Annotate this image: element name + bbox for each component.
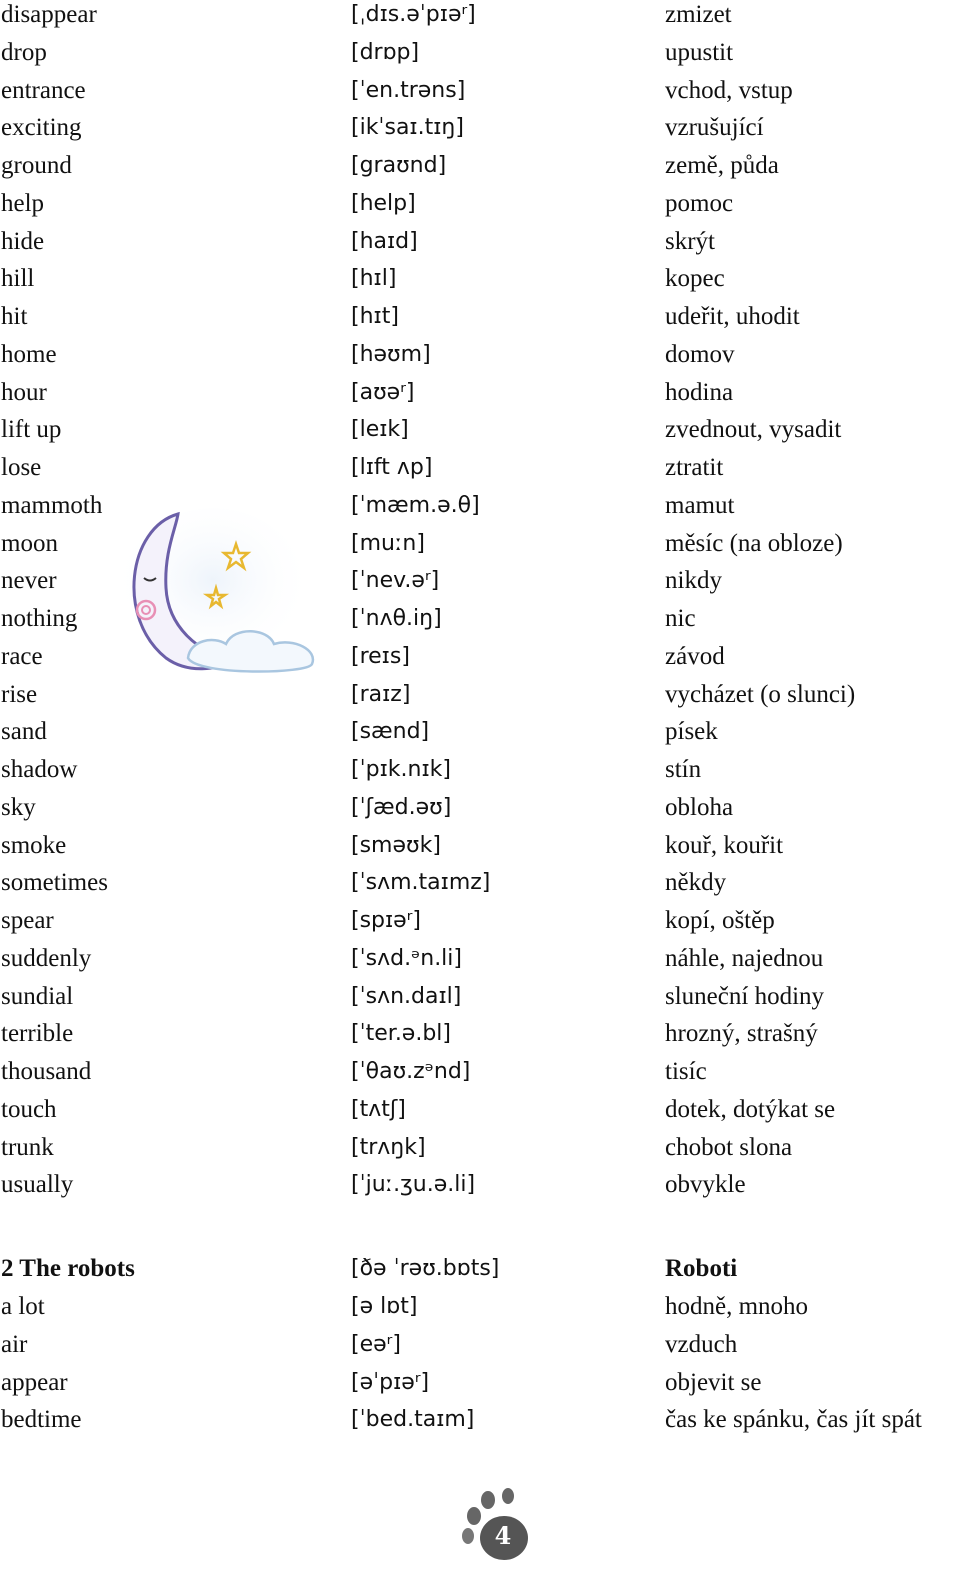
table-row — [0, 453, 960, 491]
table-row — [0, 755, 960, 793]
czech-translation: země, půda — [665, 152, 779, 179]
table-row — [0, 227, 960, 265]
english-word: bedtime — [1, 1406, 82, 1433]
table-row — [0, 717, 960, 755]
english-word: sometimes — [1, 869, 108, 896]
english-word: 2 The robots — [1, 1255, 135, 1282]
pronunciation: [ˈmæm.ə.θ] — [351, 493, 480, 518]
english-word: drop — [1, 39, 47, 66]
czech-translation: zvednout, vysadit — [665, 416, 842, 443]
pronunciation: [eəʳ] — [351, 1332, 401, 1357]
table-row — [0, 302, 960, 340]
table-row — [0, 1133, 960, 1171]
czech-translation: upustit — [665, 39, 734, 66]
pronunciation: [ˈnʌθ.iŋ] — [351, 606, 442, 631]
table-row — [0, 906, 960, 944]
czech-translation: písek — [665, 718, 718, 745]
english-word: usually — [1, 1171, 74, 1198]
pronunciation: [ˈsʌn.daɪl] — [351, 984, 462, 1009]
english-word: home — [1, 341, 57, 368]
czech-translation: nic — [665, 605, 696, 632]
english-word: a lot — [1, 1293, 45, 1320]
english-word: sky — [1, 794, 36, 821]
english-word: appear — [1, 1369, 68, 1396]
pronunciation: [graʊnd] — [351, 153, 447, 178]
english-word: never — [1, 567, 57, 594]
moon-illustration-icon — [118, 508, 323, 680]
table-row — [0, 378, 960, 416]
czech-translation: zmizet — [665, 1, 732, 28]
english-word: thousand — [1, 1058, 92, 1085]
english-word: exciting — [1, 114, 82, 141]
czech-translation: vycházet (o slunci) — [665, 681, 856, 708]
table-row — [0, 38, 960, 76]
section-heading-row — [0, 1254, 960, 1292]
czech-translation: obloha — [665, 794, 734, 821]
table-row — [0, 982, 960, 1020]
pronunciation: [raɪz] — [351, 682, 411, 707]
page-number-badge — [458, 1488, 538, 1568]
table-row — [0, 944, 960, 982]
pronunciation: [ðə ˈrəʊ.bɒts] — [351, 1256, 500, 1281]
pronunciation: [sænd] — [351, 719, 430, 744]
english-word: lose — [1, 454, 42, 481]
czech-translation: čas ke spánku, čas jít spát — [665, 1406, 922, 1433]
pronunciation: [ˈter.ə.bl] — [351, 1021, 451, 1046]
english-word: help — [1, 190, 45, 217]
pronunciation: [ˈbed.taɪm] — [351, 1407, 475, 1432]
czech-translation: stín — [665, 756, 702, 783]
pronunciation: [muːn] — [351, 531, 425, 556]
pronunciation: [ˈjuː.ʒu.ə.li] — [351, 1172, 476, 1197]
table-row — [0, 151, 960, 189]
english-word: moon — [1, 530, 58, 557]
czech-translation: hodně, mnoho — [665, 1293, 809, 1320]
czech-translation: vzduch — [665, 1331, 738, 1358]
pronunciation: [ˌdɪs.əˈpɪəʳ] — [351, 2, 476, 27]
pronunciation: [ə lɒt] — [351, 1294, 418, 1319]
czech-translation: domov — [665, 341, 735, 368]
english-word: lift up — [1, 416, 62, 443]
table-row — [0, 0, 960, 38]
czech-translation: tisíc — [665, 1058, 707, 1085]
czech-translation: někdy — [665, 869, 727, 896]
pronunciation: [ˈsʌm.taɪmz] — [351, 870, 491, 895]
english-word: rise — [1, 681, 38, 708]
english-word: race — [1, 643, 43, 670]
table-row — [0, 1057, 960, 1095]
czech-translation: mamut — [665, 492, 735, 519]
english-word: touch — [1, 1096, 57, 1123]
english-word: suddenly — [1, 945, 92, 972]
pronunciation: [ˈnev.əʳ] — [351, 568, 440, 593]
pronunciation: [ˈθaʊ.zᵊnd] — [351, 1059, 471, 1084]
pronunciation: [reɪs] — [351, 644, 410, 669]
english-word: smoke — [1, 832, 67, 859]
pronunciation: [həʊm] — [351, 342, 431, 367]
pronunciation: [haɪd] — [351, 229, 418, 254]
czech-translation: chobot slona — [665, 1134, 793, 1161]
table-row — [0, 868, 960, 906]
table-row — [0, 1170, 960, 1208]
pronunciation: [aʊəʳ] — [351, 380, 415, 405]
pronunciation: [ˈen.trəns] — [351, 78, 466, 103]
czech-translation: hodina — [665, 379, 734, 406]
pronunciation: [ˈsʌd.ᵊn.li] — [351, 946, 462, 971]
table-row — [0, 415, 960, 453]
czech-translation: kopec — [665, 265, 725, 292]
english-word: spear — [1, 907, 54, 934]
czech-translation: objevit se — [665, 1369, 762, 1396]
pronunciation: [lɪft ʌp] — [351, 455, 433, 480]
table-row — [0, 189, 960, 227]
english-word: trunk — [1, 1134, 54, 1161]
table-row — [0, 1405, 960, 1443]
table-row — [0, 680, 960, 718]
czech-translation: pomoc — [665, 190, 734, 217]
pronunciation: [sməʊk] — [351, 833, 441, 858]
pronunciation: [trʌŋk] — [351, 1135, 426, 1160]
english-word: ground — [1, 152, 72, 179]
czech-translation: obvykle — [665, 1171, 746, 1198]
table-row — [0, 264, 960, 302]
pronunciation: [əˈpɪəʳ] — [351, 1370, 430, 1395]
english-word: shadow — [1, 756, 78, 783]
english-word: mammoth — [1, 492, 103, 519]
table-row — [0, 340, 960, 378]
pronunciation: [ˈpɪk.nɪk] — [351, 757, 451, 782]
table-row — [0, 1019, 960, 1057]
table-row — [0, 793, 960, 831]
english-word: entrance — [1, 77, 86, 104]
czech-translation: závod — [665, 643, 725, 670]
english-word: sand — [1, 718, 47, 745]
czech-translation: vzrušující — [665, 114, 764, 141]
czech-translation: měsíc (na obloze) — [665, 530, 843, 557]
czech-translation: hrozný, strašný — [665, 1020, 818, 1047]
czech-translation: Roboti — [665, 1255, 738, 1282]
czech-translation: kopí, oštěp — [665, 907, 775, 934]
czech-translation: dotek, dotýkat se — [665, 1096, 836, 1123]
english-word: nothing — [1, 605, 78, 632]
czech-translation: skrýt — [665, 228, 715, 255]
table-row — [0, 1095, 960, 1133]
pronunciation: [hɪt] — [351, 304, 399, 329]
table-row — [0, 1330, 960, 1368]
pronunciation: [ikˈsaɪ.tɪŋ] — [351, 115, 464, 140]
english-word: hour — [1, 379, 47, 406]
table-row — [0, 76, 960, 114]
page-number: 4 — [494, 1521, 512, 1550]
czech-translation: kouř, kouřit — [665, 832, 784, 859]
english-word: hide — [1, 228, 45, 255]
table-row — [0, 1292, 960, 1330]
english-word: disappear — [1, 1, 97, 28]
english-word: sundial — [1, 983, 74, 1010]
english-word: hill — [1, 265, 35, 292]
czech-translation: udeřit, uhodit — [665, 303, 800, 330]
table-row — [0, 1368, 960, 1406]
czech-translation: vchod, vstup — [665, 77, 793, 104]
english-word: air — [1, 1331, 28, 1358]
english-word: terrible — [1, 1020, 74, 1047]
table-row — [0, 831, 960, 869]
pronunciation: [hɪl] — [351, 266, 397, 291]
czech-translation: náhle, najednou — [665, 945, 824, 972]
english-word: hit — [1, 303, 28, 330]
czech-translation: sluneční hodiny — [665, 983, 825, 1010]
pronunciation: [help] — [351, 191, 416, 216]
pronunciation: [ˈʃæd.əʊ] — [351, 795, 452, 820]
pronunciation: [tʌtʃ] — [351, 1097, 406, 1122]
pronunciation: [leɪk] — [351, 417, 409, 442]
pronunciation: [spɪəʳ] — [351, 908, 421, 933]
pronunciation: [drɒp] — [351, 40, 420, 65]
czech-translation: nikdy — [665, 567, 722, 594]
czech-translation: ztratit — [665, 454, 724, 481]
table-row — [0, 113, 960, 151]
